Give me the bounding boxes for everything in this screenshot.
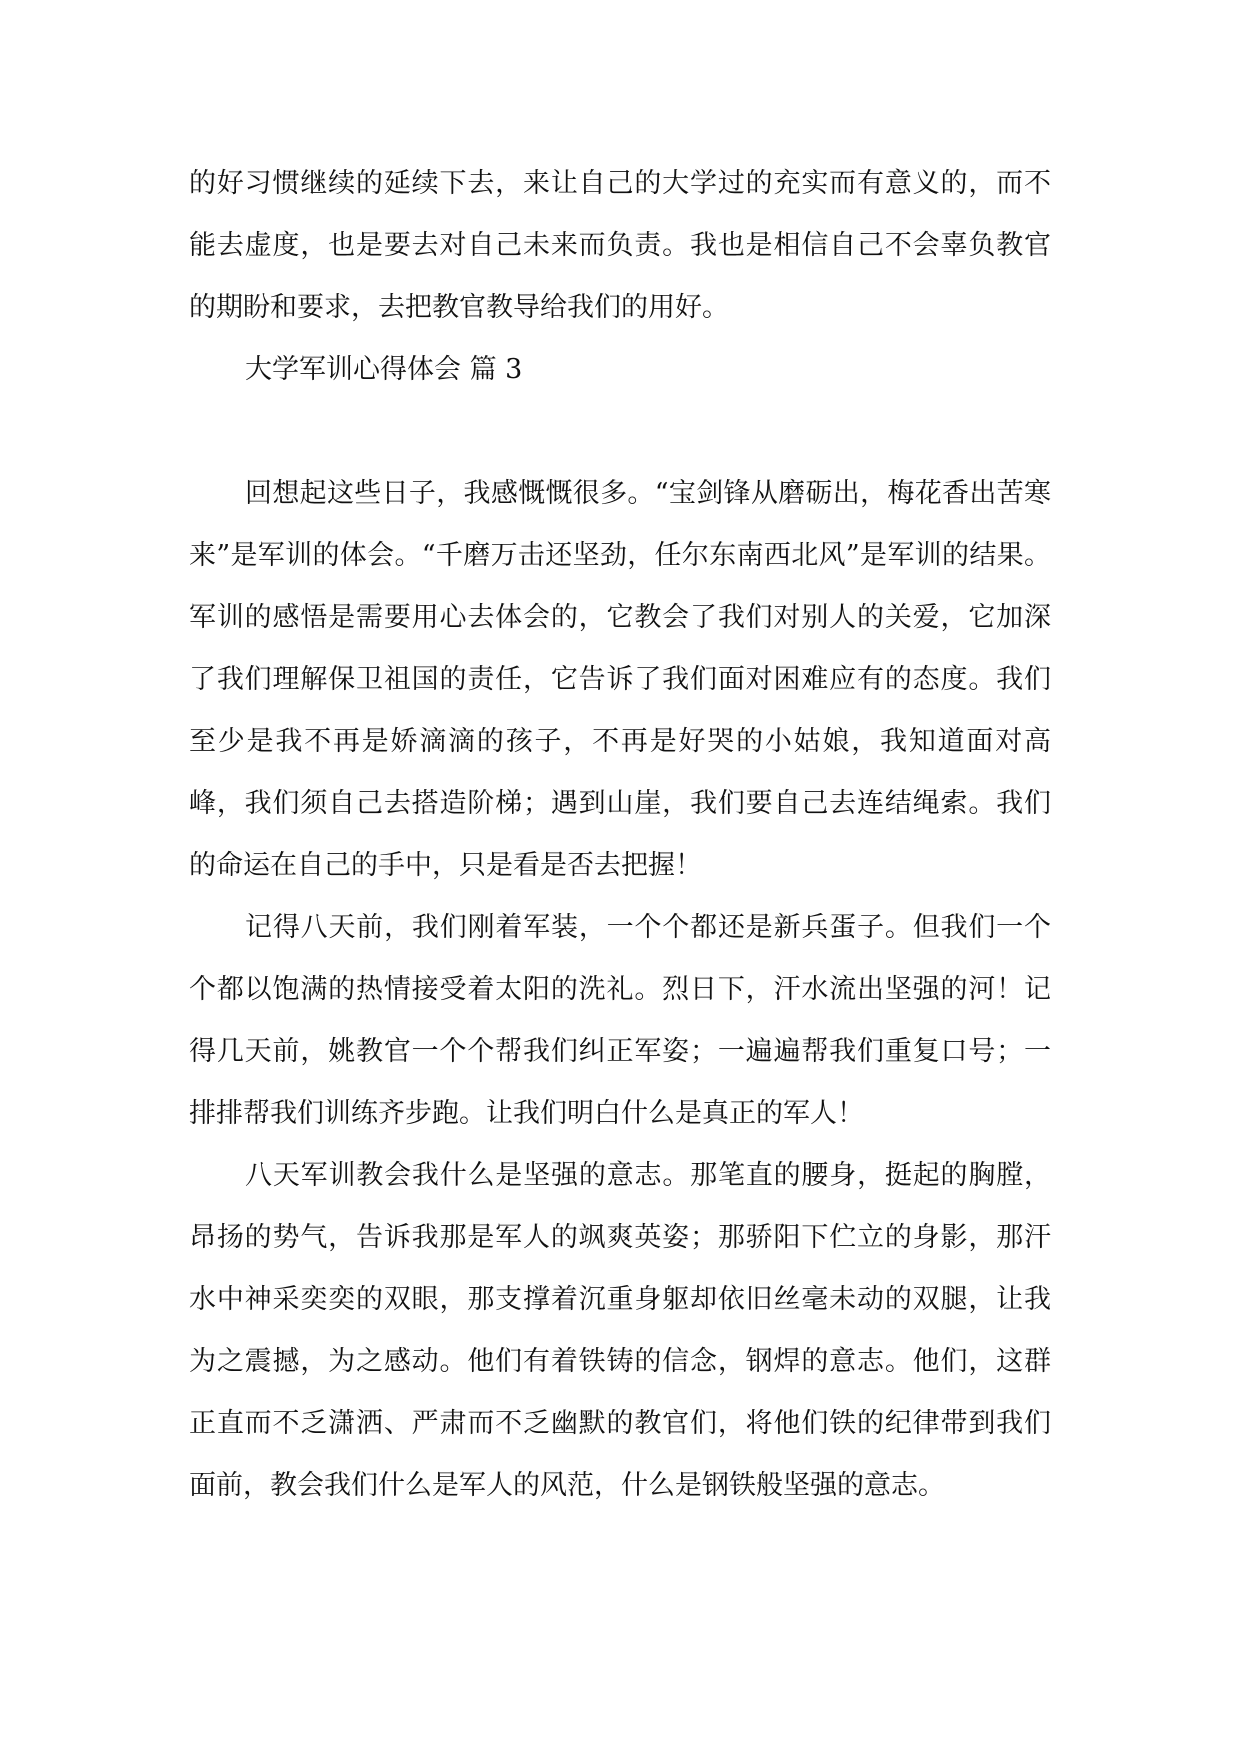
paragraph-continuation: 的好习惯继续的延续下去，来让自己的大学过的充实而有意义的，而不能去虚度，也是要去对自己未来而负责。我也是相信自己不会辜负教官的期盼和要求，去把教官教导给我们的用好。: [189, 168, 1051, 323]
paragraph-recollection: 回想起这些日子，我感慨慨很多。“宝剑锋从磨砺出，梅花香出苦寒来”是军训的体会。“千磨万击还坚劲，任尔东南西北风”是军训的结果。军训的感悟是需要用心去体会的，它教会了我们对别人的关爱，它加深了我们理解保卫祖国的责任，它告诉了我们面对困难应有的态度。我们至少是我不再是娇滴滴的孩子，不再是好哭的小姑娘，我知道面对高峰，我们须自己去搭造阶梯；遇到山崖，我们要自己去连结绳索。我们的命运在自己的手中，只是看是否去把握！: [189, 478, 1051, 881]
paragraph-eight-days-ago: 记得八天前，我们刚着军装，一个个都还是新兵蛋子。但我们一个个都以饱满的热情接受着太阳的洗礼。烈日下，汗水流出坚强的河！记得几天前，姚教官一个个帮我们纠正军姿；一遍遍帮我们重复口号；一排排帮我们训练齐步跑。让我们明白什么是真正的军人！: [189, 912, 1051, 1129]
document-body: [189, 153, 1051, 1517]
section-heading: 大学军训心得体会 篇 3: [245, 354, 523, 385]
paragraph-strong-will: 八天军训教会我什么是坚强的意志。那笔直的腰身，挺起的胸膛，昂扬的势气，告诉我那是军人的飒爽英姿；那骄阳下伫立的身影，那汗水中神采奕奕的双眼，那支撑着沉重身躯却依旧丝毫未动的双腿，让我为之震撼，为之感动。他们有着铁铸的信念，钢焊的意志。他们，这群正直而不乏潇洒、严肃而不乏幽默的教官们，将他们铁的纪律带到我们面前，教会我们什么是军人的风范，什么是钢铁般坚强的意志。: [189, 1160, 1051, 1501]
